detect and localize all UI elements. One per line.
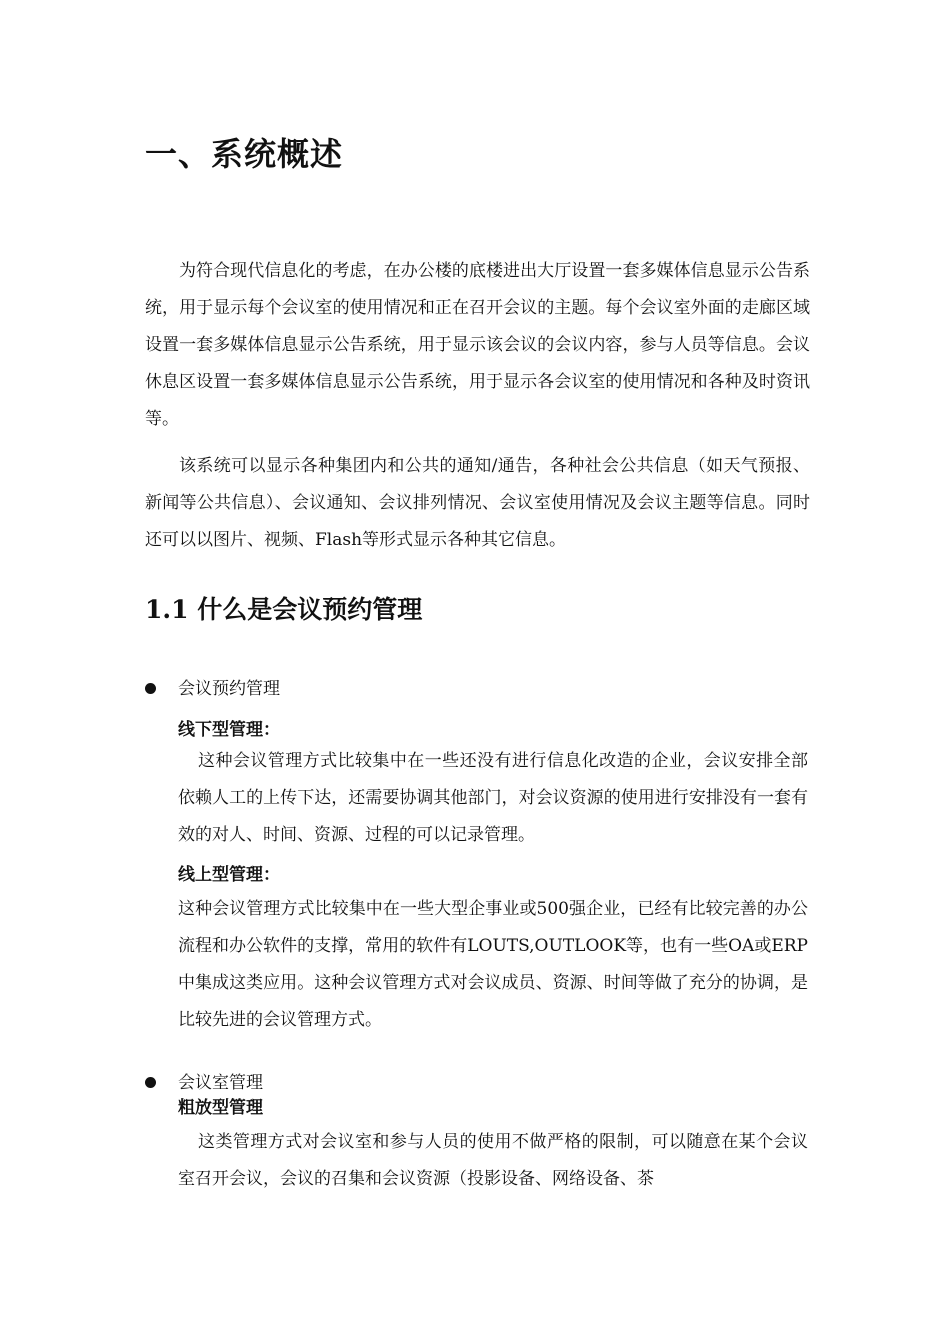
extensive-management-heading: 粗放型管理 xyxy=(178,1098,263,1118)
offline-management-heading: 线下型管理： xyxy=(178,720,280,740)
bullet-dot-icon xyxy=(145,683,156,694)
bullet-label: 会议室管理 xyxy=(178,1073,263,1093)
intro-paragraph-2: 该系统可以显示各种集团内和公共的通知/通告，各种社会公共信息（如天气预报、新闻等公共信息）、会议通知、会议排列情况、会议室使用情况及会议主题等信息。同时还可以以图片、视频、Flash等形式显示各种其它信息。 xyxy=(145,456,810,550)
intro-paragraph-1: 为符合现代信息化的考虑，在办公楼的底楼进出大厅设置一套多媒体信息显示公告系统，用于显示每个会议室的使用情况和正在召开会议的主题。每个会议室外面的走廊区域设置一套多媒体信息显示公告系统，用于显示该会议的会议内容，参与人员等信息。会议休息区设置一套多媒体信息显示公告系统，用于显示各会议室的使用情况和各种及时资讯等。 xyxy=(145,261,810,429)
section-title: 一、系统概述 xyxy=(145,135,344,173)
subsection-title: 1.1 什么是会议预约管理 xyxy=(145,595,423,624)
bullet-label: 会议预约管理 xyxy=(178,679,280,699)
bullet-dot-icon xyxy=(145,1077,156,1088)
online-management-heading: 线上型管理： xyxy=(178,865,280,885)
offline-management-text: 这种会议管理方式比较集中在一些还没有进行信息化改造的企业，会议安排全部依赖人工的上传下达，还需要协调其他部门，对会议资源的使用进行安排没有一套有效的对人、时间、资源、过程的可以记录管理。 xyxy=(178,751,808,845)
extensive-management-text: 这类管理方式对会议室和参与人员的使用不做严格的限制，可以随意在某个会议室召开会议，会议的召集和会议资源（投影设备、网络设备、茶 xyxy=(178,1132,808,1189)
online-management-text: 这种会议管理方式比较集中在一些大型企事业或500强企业，已经有比较完善的办公流程和办公软件的支撑，常用的软件有LOUTS,OUTLOOK等，也有一些OA或ERP中集成这类应用。这种会议管理方式对会议成员、资源、时间等做了充分的协调，是比较先进的会议管理方式。 xyxy=(178,899,808,1030)
